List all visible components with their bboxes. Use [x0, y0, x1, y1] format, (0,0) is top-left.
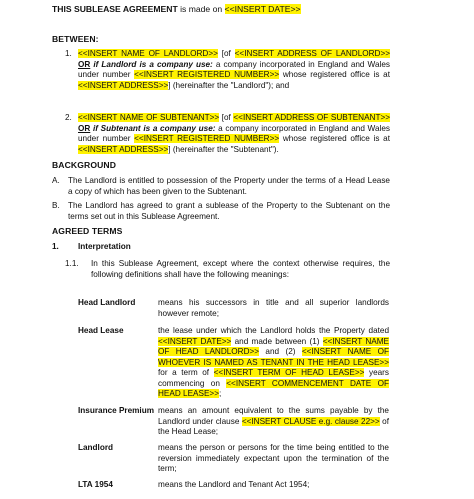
agreed-terms-heading: AGREED TERMS	[52, 226, 123, 236]
party-1-landlord: <<INSERT NAME OF LANDLORD>> [of <<INSERT ADDRESS OF LANDLORD>> OR if Landlord is a company use: a company incorporated in England and Wales under number <<INSERT REGISTERED NUMBER>> whose registered office is at <<INSERT ADDRESS>>] (hereinafter the "Landlord"); and	[78, 49, 391, 90]
definition-term-head-landlord: Head Landlord	[78, 298, 136, 307]
agreement-title-line: THIS SUBLEASE AGREEMENT is made on <<INSERT DATE>>	[52, 4, 301, 14]
definition-body-head-lease: the lease under which the Landlord holds the Property dated <<INSERT DATE>> and made between (1) <<INSERT NAME OF HEAD LANDLORD>> and (2) <<INSERT NAME OF WHOEVER IS NAMED AS TENANT IN THE HEAD LEASE>> for a term of <<INSERT TERM OF HEAD LEASE>> years commencing on <<INSERT COMMENCEMENT DATE OF HEAD LEASE>>;	[158, 326, 389, 398]
definition-term-head-lease: Head Lease	[78, 326, 124, 335]
definition-body-lta-1954: means the Landlord and Tenant Act 1954;	[158, 480, 310, 489]
background-item-b-text: The Landlord has agreed to grant a sublease of the Property to the Subtenant on the terms set out in this Sublease Agreement.	[68, 201, 390, 221]
definition-term-landlord: Landlord	[78, 443, 114, 452]
background-heading: BACKGROUND	[52, 160, 117, 170]
definition-term-insurance-premium: Insurance Premium	[78, 406, 154, 415]
party-2-subtenant: <<INSERT NAME OF SUBTENANT>> [of <<INSERT ADDRESS OF SUBTENANT>> OR if Subtenant is a company use: a company incorporated in England and Wales under number <<INSERT REGISTERED NUMBER>> whose registered office is at <<INSERT ADDRESS>>] (hereinafter the "Subtenant").	[78, 113, 391, 154]
section-number: 1.	[52, 242, 59, 251]
clause-text: In this Sublease Agreement, except where the context otherwise requires, the following definitions shall have the following meanings:	[91, 259, 390, 279]
clause-number: 1.1.	[65, 259, 79, 268]
definition-term-lta-1954: LTA 1954	[78, 480, 113, 489]
definition-body-head-landlord: means his successors in title and all superior landlords however remote;	[158, 298, 389, 318]
date-placeholder: <<INSERT DATE>>	[224, 4, 301, 14]
background-item-a-text: The Landlord is entitled to possession of the Property under the terms of a Head Lease a copy of which has been given to the Subtenant.	[68, 176, 390, 196]
definition-body-insurance-premium: means an amount equivalent to the sums payable by the Landlord under clause <<INSERT CLAUSE e.g. clause 22>> of the Head Lease;	[158, 406, 389, 436]
background-item-a-letter: A.	[52, 176, 60, 185]
between-heading: BETWEEN:	[52, 34, 99, 44]
party-2-number: 2.	[65, 113, 72, 122]
section-title: Interpretation	[78, 242, 131, 251]
agreement-title: THIS SUBLEASE AGREEMENT	[52, 4, 178, 14]
background-item-b-letter: B.	[52, 201, 60, 210]
party-1-number: 1.	[65, 49, 72, 58]
definition-body-landlord: means the person or persons for the time being entitled to the reversion immediately expectant upon the termination of the term;	[158, 443, 389, 473]
